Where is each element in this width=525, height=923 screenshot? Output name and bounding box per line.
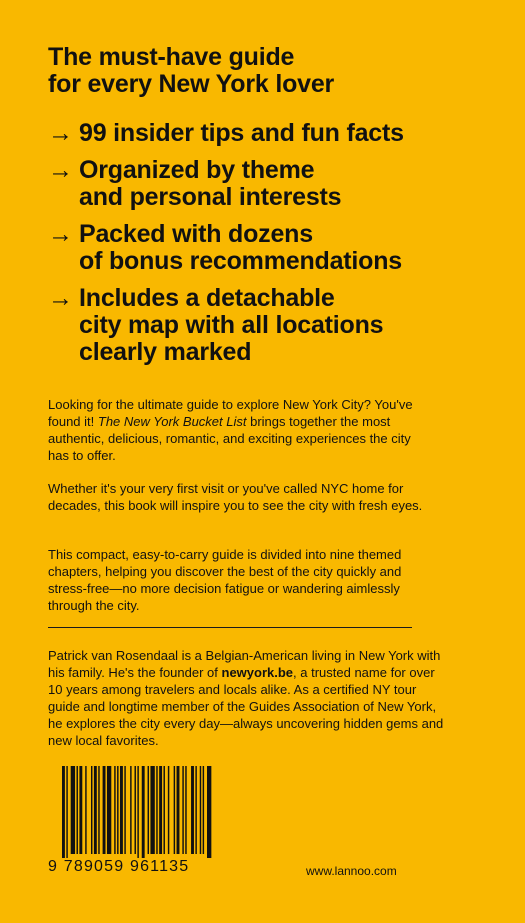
barcode-bar	[120, 766, 123, 854]
visit-paragraph: Whether it's your very first visit or you've called NYC home for decades, this book will inspire you to see the city with fresh eyes.	[48, 481, 423, 513]
feature-text: Organized by theme and personal interests	[79, 156, 342, 211]
arrow-right-icon: →	[48, 119, 73, 147]
bio-text-end: , a trusted name for over 10 years among travelers and locals alike. As a certified NY tour guide and longtime member of the Guides Association of New York, he explores the city every day—always uncovering hidden gems and new local favorites.	[48, 665, 444, 748]
arrow-right-icon: →	[48, 284, 73, 312]
author-website: newyork.be	[221, 665, 294, 680]
barcode-bars	[46, 766, 214, 858]
feature-text: Includes a detachable city map with all locations clearly marked	[79, 284, 384, 366]
barcode-bar	[114, 766, 115, 854]
barcode-bar	[79, 766, 82, 854]
intro-text-end: brings together the most authentic, delicious, romantic, and exciting experiences the city has to offer.	[48, 414, 411, 463]
barcode-bar	[148, 766, 149, 854]
barcode-bar	[191, 766, 194, 854]
bio-text-start: Patrick van Rosendaal is a Belgian-American living in New York with his family. He's the founder of	[48, 648, 441, 680]
barcode-bar	[85, 766, 86, 854]
book-title: The New York Bucket List	[97, 414, 247, 429]
barcode-bar	[91, 766, 92, 854]
headline-text: The must-have guide for every New York lover	[48, 43, 335, 98]
barcode-bar	[195, 766, 196, 854]
intro-paragraph	[48, 396, 428, 464]
feature-item	[48, 157, 498, 211]
barcode-bar	[182, 766, 183, 854]
barcode-bar	[168, 766, 169, 854]
barcode-bar	[62, 766, 65, 858]
barcode-bar	[177, 766, 180, 854]
barcode-bar	[98, 766, 99, 854]
barcode-bar	[185, 766, 186, 854]
author-bio	[48, 647, 448, 749]
feature-text: Packed with dozens of bonus recommendations	[79, 220, 403, 275]
barcode-bar	[94, 766, 97, 854]
barcode-bar	[200, 766, 201, 854]
arrow-right-icon: →	[48, 156, 73, 184]
headline	[48, 44, 488, 98]
barcode-bar	[71, 766, 75, 854]
barcode-bar	[174, 766, 175, 854]
barcode-bar	[156, 766, 157, 854]
barcode-bar	[137, 766, 138, 858]
feature-list	[48, 120, 498, 366]
barcode-bar	[207, 766, 211, 858]
barcode-bar	[103, 766, 106, 854]
format-paragraph: This compact, easy-to-carry guide is divided into nine themed chapters, helping you discover the best of the city quickly and stress-free—no more decision fatigue or wandering aimlessly through the city.	[48, 547, 402, 613]
barcode-bar	[203, 766, 204, 854]
barcode-bar	[117, 766, 118, 854]
feature-item	[48, 120, 498, 147]
barcode-bar	[159, 766, 162, 854]
barcode-bar	[107, 766, 111, 854]
barcode-bar	[130, 766, 131, 854]
barcode-bar	[142, 766, 145, 858]
barcode-bar	[135, 766, 136, 854]
barcode-bar	[77, 766, 78, 854]
publisher-website: www.lannoo.com	[306, 864, 397, 878]
feature-item	[48, 285, 498, 366]
isbn-number: 9 789059 961135	[48, 858, 190, 875]
barcode-bar	[124, 766, 125, 854]
barcode-bar	[164, 766, 165, 854]
barcode-bar	[150, 766, 154, 854]
intro-text-start: Looking for the ultimate guide to explore New York City? You've found it!	[48, 397, 413, 429]
feature-text: 99 insider tips and fun facts	[79, 119, 404, 147]
feature-item	[48, 221, 498, 275]
arrow-right-icon: →	[48, 220, 73, 248]
barcode-bar	[66, 766, 67, 858]
section-divider	[48, 627, 412, 628]
